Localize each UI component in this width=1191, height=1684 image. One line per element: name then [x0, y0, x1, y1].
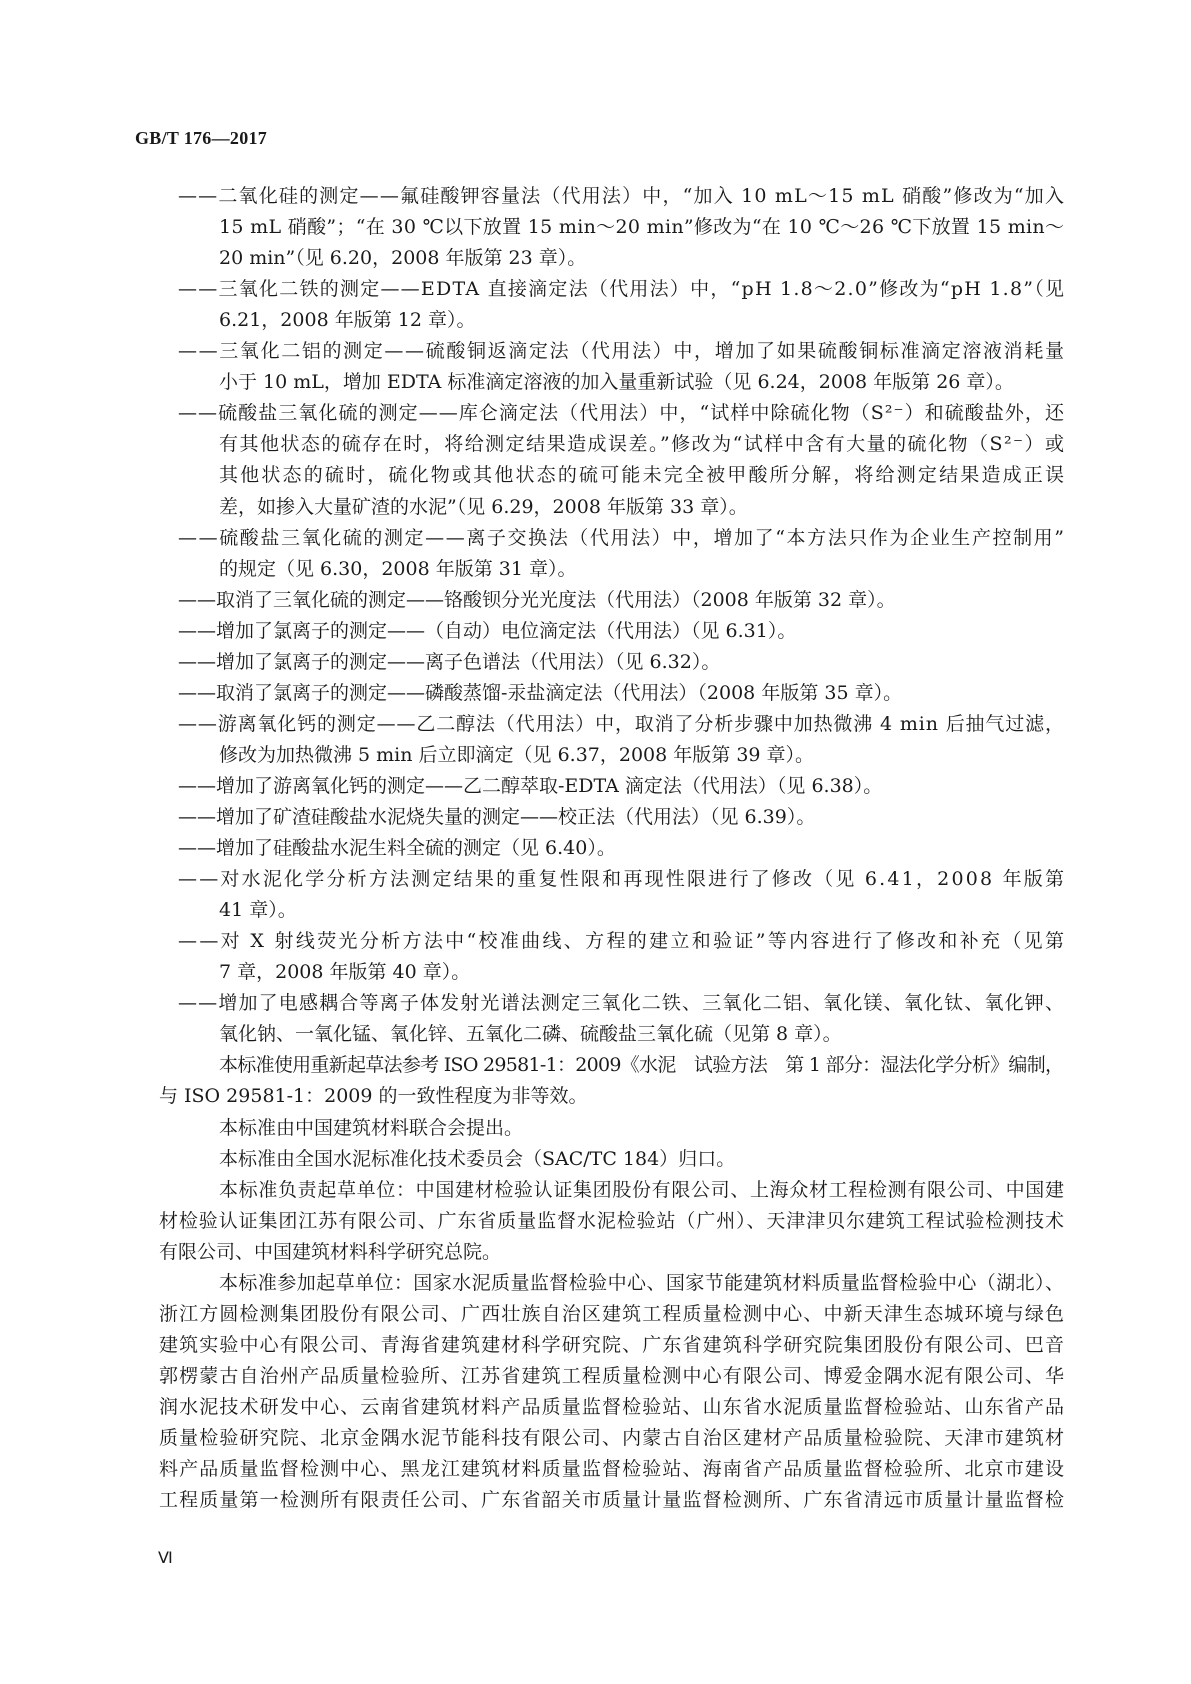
change-item: ——增加了矿渣硅酸盐水泥烧失量的测定——校正法（代用法）（见 6.39）。 [178, 806, 816, 828]
change-item: ——三氧化二铝的测定——硫酸铜返滴定法（代用法）中，增加了如果硫酸铜标准滴定溶液消耗量 [178, 340, 1066, 363]
change-item: ——对水泥化学分析方法测定结果的重复性限和再现性限进行了修改（见 6.41，2008 年版第 [178, 868, 1067, 891]
paragraph: 本标准负责起草单位：中国建材检验认证集团股份有限公司、上海众材工程检测有限公司、中国建 [219, 1178, 1065, 1201]
change-item: ——增加了硅酸盐水泥生料全硫的测定（见 6.40）。 [178, 837, 616, 860]
change-item: ——取消了三氧化硫的测定——铬酸钡分光光度法（代用法）（2008 年版第 32 章）。 [178, 588, 896, 611]
change-item: ——硫酸盐三氧化硫的测定——离子交换法（代用法）中，增加了“本方法只作为企业生产控制用” [178, 526, 1066, 549]
change-item-continuation: 其他状态的硫时，硫化物或其他状态的硫可能未完全被甲酸所分解，将给测定结果造成正误 [219, 464, 1067, 487]
paragraph: 本标准由中国建筑材料联合会提出。 [219, 1116, 524, 1139]
change-item: ——三氧化二铁的测定——EDTA 直接滴定法（代用法）中，“pH 1.8～2.0”修改为“pH 1.8”（见 [178, 278, 1066, 301]
paragraph-continuation: 润水泥技术研发中心、云南省建筑材料产品质量监督检验站、山东省水泥质量监督检验站、山东省产品 [159, 1395, 1066, 1418]
paragraph: 本标准由全国水泥标准化技术委员会（SAC/TC 184）归口。 [219, 1147, 736, 1170]
standard-code-header: GB/T 176—2017 [135, 128, 268, 148]
paragraph-continuation: 与 ISO 29581-1：2009 的一致性程度为非等效。 [159, 1085, 588, 1108]
change-item-continuation: 6.21，2008 年版第 12 章）。 [219, 309, 476, 332]
change-item: ——对 X 射线荧光分析方法中“校准曲线、方程的建立和验证”等内容进行了修改和补充（见第 [178, 930, 1067, 953]
change-item-continuation: 有其他状态的硫存在时，将给测定结果造成误差。”修改为“试样中含有大量的硫化物（S²⁻）或 [219, 433, 1066, 456]
paragraph-continuation: 有限公司、中国建筑材料科学研究总院。 [159, 1240, 502, 1263]
page-number: Ⅵ [158, 1550, 173, 1567]
change-item-continuation: 20 min”（见 6.20，2008 年版第 23 章）。 [219, 247, 587, 270]
change-item-continuation: 的规定（见 6.30，2008 年版第 31 章）。 [219, 557, 577, 580]
paragraph: 本标准使用重新起草法参考 ISO 29581-1：2009《水泥 试验方法 第 1 部分：湿法化学分析》编制， [219, 1054, 1064, 1077]
change-item: ——游离氧化钙的测定——乙二醇法（代用法）中，取消了分析步骤中加热微沸 4 min 后抽气过滤， [178, 712, 1065, 735]
change-item: ——取消了氯离子的测定——磷酸蒸馏-汞盐滴定法（代用法）（2008 年版第 35 章）。 [178, 681, 903, 704]
change-item-continuation: 氧化钠、一氧化锰、氧化锌、五氧化二磷、硫酸盐三氧化硫（见第 8 章）。 [219, 1023, 842, 1046]
change-item: ——增加了游离氧化钙的测定——乙二醇萃取-EDTA 滴定法（代用法）（见 6.38）。 [178, 774, 883, 797]
change-item: ——二氧化硅的测定——氟硅酸钾容量法（代用法）中，“加入 10 mL～15 mL 硝酸”修改为“加入 [178, 185, 1066, 207]
paragraph-continuation: 浙江方圆检测集团股份有限公司、广西壮族自治区建筑工程质量检测中心、中新天津生态城环境与绿色 [159, 1302, 1066, 1325]
change-item-continuation: 41 章）。 [219, 899, 297, 922]
change-item: ——硫酸盐三氧化硫的测定——库仑滴定法（代用法）中，“试样中除硫化物（S²⁻）和硫酸盐外，还 [178, 402, 1066, 425]
paragraph-continuation: 材检验认证集团江苏有限公司、广东省质量监督水泥检验站（广州）、天津津贝尔建筑工程试验检测技术 [159, 1209, 1065, 1232]
change-item-continuation: 差，如掺入大量矿渣的水泥”（见 6.29，2008 年版第 33 章）。 [219, 495, 748, 518]
paragraph: 本标准参加起草单位：国家水泥质量监督检验中心、国家节能建筑材料质量监督检验中心（湖北）、 [219, 1271, 1065, 1294]
paragraph-continuation: 质量检验研究院、北京金隅水泥节能科技有限公司、内蒙古自治区建材产品质量检验院、天津市建筑材 [159, 1427, 1066, 1449]
change-item: ——增加了电感耦合等离子体发射光谱法测定三氧化二铁、三氧化二铝、氧化镁、氧化钛、氧化钾、 [178, 992, 1066, 1015]
change-item: ——增加了氯离子的测定——离子色谱法（代用法）（见 6.32）。 [178, 650, 721, 673]
paragraph-continuation: 料产品质量监督检测中心、黑龙江建筑材料质量监督检验站、海南省产品质量监督检验所、北京市建设 [159, 1458, 1066, 1481]
paragraph-continuation: 工程质量第一检测所有限责任公司、广东省韶关市质量计量监督检测所、广东省清远市质量计量监督检 [159, 1489, 1066, 1512]
change-item-continuation: 修改为加热微沸 5 min 后立即滴定（见 6.37，2008 年版第 39 章）。 [219, 743, 815, 766]
change-item-continuation: 15 mL 硝酸”；“在 30 ℃以下放置 15 min～20 min”修改为“在 10 ℃～26 ℃下放置 15 min～ [219, 216, 1065, 239]
change-item: ——增加了氯离子的测定——（自动）电位滴定法（代用法）（见 6.31）。 [178, 619, 797, 642]
change-item-continuation: 小于 10 mL，增加 EDTA 标准滴定溶液的加入量重新试验（见 6.24，2008 年版第 26 章）。 [219, 371, 1014, 394]
paragraph-continuation: 郭楞蒙古自治州产品质量检验所、江苏省建筑工程质量检测中心有限公司、博爱金隅水泥有限公司、华 [159, 1364, 1066, 1387]
paragraph-continuation: 建筑实验中心有限公司、青海省建筑建材科学研究院、广东省建筑科学研究院集团股份有限公司、巴音 [159, 1333, 1066, 1356]
change-item-continuation: 7 章，2008 年版第 40 章）。 [219, 961, 471, 984]
